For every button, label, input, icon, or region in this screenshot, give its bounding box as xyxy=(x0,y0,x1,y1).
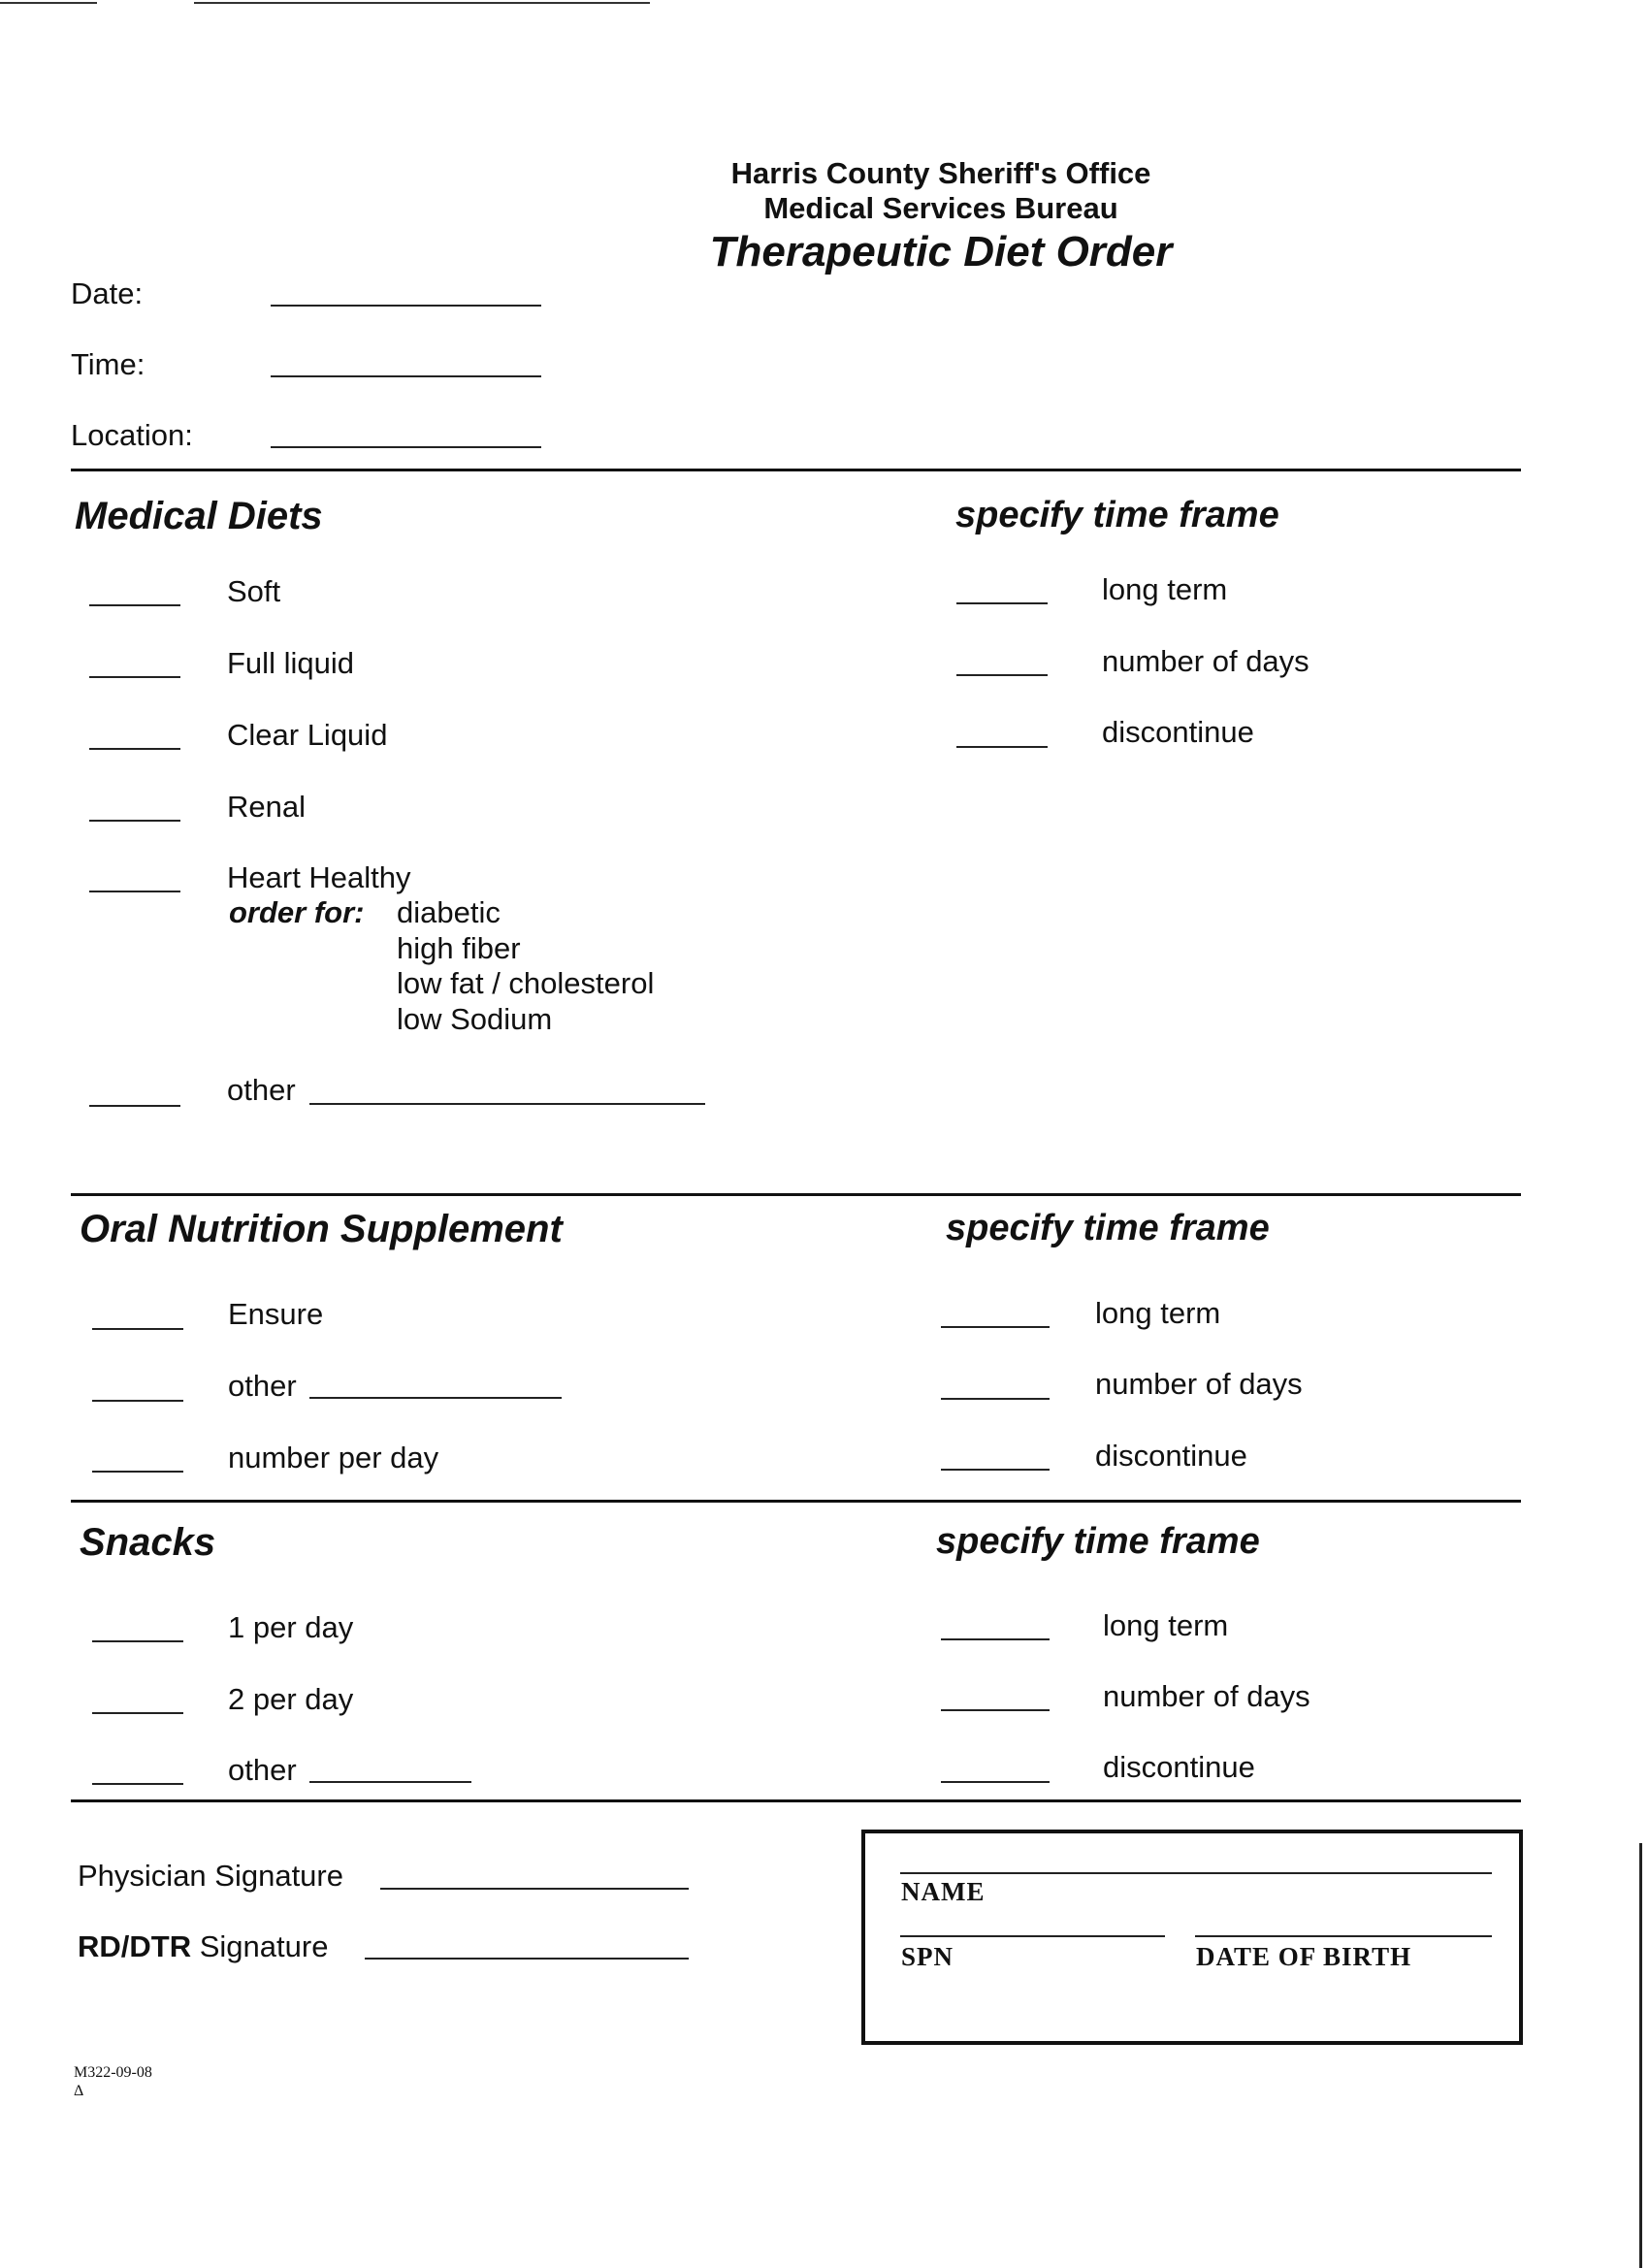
dob-field[interactable] xyxy=(1195,1935,1492,1937)
physician-signature-field[interactable] xyxy=(380,1888,689,1890)
timeframe-heading: specify time frame xyxy=(946,1208,1270,1248)
timeframe-line[interactable] xyxy=(956,602,1048,604)
order-for-item: low fat / cholesterol xyxy=(397,966,655,1000)
physician-signature-label: Physician Signature xyxy=(78,1859,343,1893)
spn-label: SPN xyxy=(901,1942,954,1971)
divider xyxy=(71,1500,1521,1503)
name-label: NAME xyxy=(901,1877,986,1906)
checkbox-line[interactable] xyxy=(89,891,180,892)
section-heading-medical-diets: Medical Diets xyxy=(75,495,323,537)
diet-option-soft: Soft xyxy=(227,574,281,608)
timeframe-number-of-days: number of days xyxy=(1102,644,1310,678)
timeframe-discontinue: discontinue xyxy=(1102,715,1254,749)
checkbox-line[interactable] xyxy=(89,820,180,822)
checkbox-line[interactable] xyxy=(92,1400,183,1402)
timeframe-line[interactable] xyxy=(941,1638,1050,1640)
dob-label: DATE OF BIRTH xyxy=(1196,1942,1412,1971)
divider xyxy=(71,469,1521,471)
timeframe-line[interactable] xyxy=(941,1398,1050,1400)
snack-option-other: other xyxy=(228,1753,297,1787)
timeframe-line[interactable] xyxy=(941,1469,1050,1471)
order-for-item: high fiber xyxy=(397,931,521,965)
bureau-name: Medical Services Bureau xyxy=(763,191,1118,225)
supplement-option-ensure: Ensure xyxy=(228,1297,324,1331)
time-field[interactable] xyxy=(271,375,541,377)
checkbox-line[interactable] xyxy=(89,604,180,606)
checkbox-line[interactable] xyxy=(89,1105,180,1107)
timeframe-line[interactable] xyxy=(941,1709,1050,1711)
timeframe-long-term: long term xyxy=(1095,1296,1221,1330)
timeframe-heading: specify time frame xyxy=(936,1521,1260,1562)
rd-signature-field[interactable] xyxy=(365,1958,689,1960)
timeframe-line[interactable] xyxy=(941,1326,1050,1328)
divider xyxy=(71,1193,1521,1196)
snack-other-field[interactable] xyxy=(309,1781,471,1783)
timeframe-line[interactable] xyxy=(956,746,1048,748)
diet-option-full-liquid: Full liquid xyxy=(227,646,354,680)
checkbox-line[interactable] xyxy=(89,748,180,750)
snack-option-2-per-day: 2 per day xyxy=(228,1682,354,1716)
diet-other-field[interactable] xyxy=(309,1103,705,1105)
timeframe-number-of-days: number of days xyxy=(1095,1367,1303,1401)
order-for-label: order for: xyxy=(229,895,365,929)
agency-name: Harris County Sheriff's Office xyxy=(730,156,1151,190)
scan-edge xyxy=(1639,1843,1642,2268)
timeframe-long-term: long term xyxy=(1102,572,1228,606)
section-heading-snacks: Snacks xyxy=(80,1521,216,1564)
checkbox-line[interactable] xyxy=(92,1471,183,1473)
diet-option-renal: Renal xyxy=(227,790,306,824)
diet-option-clear-liquid: Clear Liquid xyxy=(227,718,388,752)
rd-signature-label xyxy=(78,1929,328,1964)
divider xyxy=(71,1799,1521,1802)
order-for-item: diabetic xyxy=(397,895,501,929)
checkbox-line[interactable] xyxy=(92,1328,183,1330)
diet-option-heart-healthy: Heart Healthy xyxy=(227,860,411,894)
scan-line xyxy=(194,2,650,4)
supplement-other-field[interactable] xyxy=(309,1397,562,1399)
order-for-item: low Sodium xyxy=(397,1002,553,1036)
date-field[interactable] xyxy=(271,305,541,307)
form-code: M322-09-08 xyxy=(74,2064,152,2081)
date-label: Date: xyxy=(71,276,144,310)
scan-line xyxy=(0,2,97,4)
snack-option-1-per-day: 1 per day xyxy=(228,1610,354,1644)
spn-field[interactable] xyxy=(900,1935,1165,1937)
rd-dtr-label: RD/DTR xyxy=(78,1929,192,1963)
timeframe-line[interactable] xyxy=(956,674,1048,676)
timeframe-line[interactable] xyxy=(941,1781,1050,1783)
location-field[interactable] xyxy=(271,446,541,448)
supplement-option-other: other xyxy=(228,1369,297,1403)
rd-signature-word: Signature xyxy=(199,1929,329,1963)
timeframe-heading: specify time frame xyxy=(955,495,1279,535)
checkbox-line[interactable] xyxy=(92,1640,183,1642)
checkbox-line[interactable] xyxy=(89,676,180,678)
location-label: Location: xyxy=(71,418,193,452)
supplement-option-number-per-day: number per day xyxy=(228,1441,439,1474)
checkbox-line[interactable] xyxy=(92,1783,183,1785)
page-title: Therapeutic Diet Order xyxy=(709,228,1173,275)
name-field[interactable] xyxy=(900,1872,1492,1874)
diet-option-other-label: other xyxy=(227,1073,296,1107)
section-heading-oral-nutrition: Oral Nutrition Supplement xyxy=(80,1208,563,1250)
checkbox-line[interactable] xyxy=(92,1712,183,1714)
timeframe-discontinue: discontinue xyxy=(1095,1439,1247,1473)
timeframe-long-term: long term xyxy=(1103,1608,1229,1642)
revision-mark: Δ xyxy=(74,2083,84,2099)
timeframe-discontinue: discontinue xyxy=(1103,1750,1255,1784)
time-label: Time: xyxy=(71,347,146,381)
patient-info-box xyxy=(861,1830,1523,2045)
timeframe-number-of-days: number of days xyxy=(1103,1679,1310,1713)
